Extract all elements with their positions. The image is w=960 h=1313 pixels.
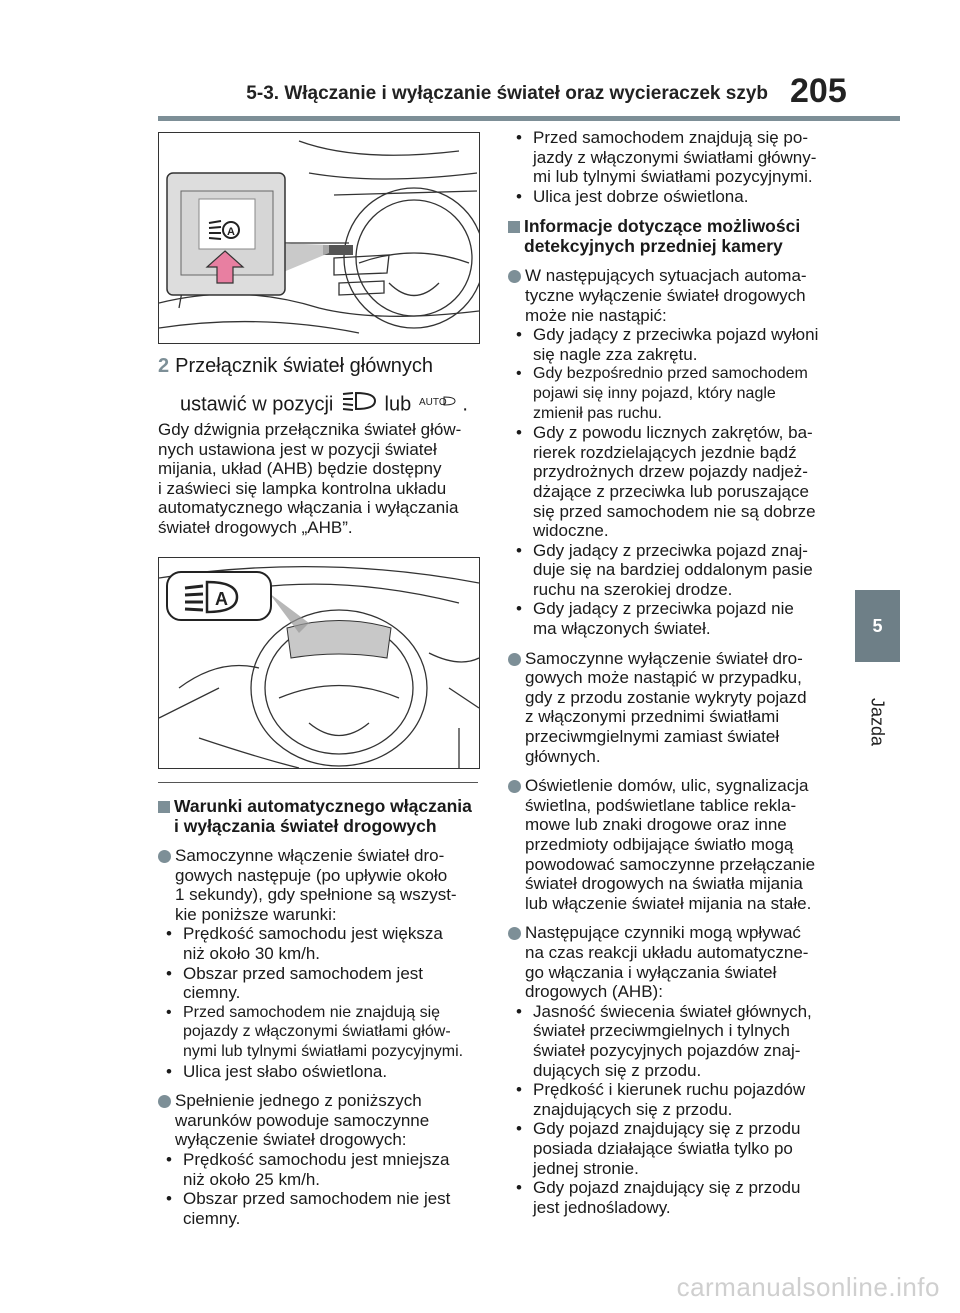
detection-item-1 — [508, 266, 848, 325]
list-item: • Gdy z powodu licznych zakrętów, ba- rierek rozdzielających jezdnie bądź przydrożnych drzew pojazdy nadjeż- dżające z przeciwka lub poruszające się przed samochodem nie są dobrze widoczne. — [508, 423, 848, 541]
text-line: głównych. — [525, 746, 601, 766]
text-line: gowych następuje (po upływie około — [175, 865, 448, 885]
heading-line: Informacje dotyczące możliwości — [524, 216, 801, 237]
list-item: • Gdy pojazd znajdujący się z przodu posiada działające światła tylko po jednej stronie. — [508, 1119, 848, 1178]
section-heading-auto-conditions — [158, 796, 488, 836]
instrument-cluster-drawing — [159, 558, 479, 768]
text-line: go włączania i wyłączania świateł — [525, 962, 777, 982]
list-item: • Ulica jest słabo oświetlona. — [158, 1062, 488, 1082]
list-item: • Gdy jadący z przeciwka pojazd wyłoni się nagle zza zakrętu. — [508, 325, 848, 364]
heading-line: Warunki automatycznego włączania — [174, 796, 472, 816]
page-number: 205 — [790, 72, 847, 110]
switch-off-conditions-list — [158, 1150, 488, 1228]
detection-situations-list — [508, 325, 848, 639]
text-line: gowych może nastąpić w przypadku, — [525, 668, 802, 688]
step-line-1: Przełącznik świateł głównych — [175, 355, 434, 377]
text-line: mowe lub znaki drogowe oraz inne — [525, 815, 787, 835]
svg-text:A: A — [215, 589, 228, 609]
text-line: świateł drogowych na światła mijania — [525, 874, 803, 894]
text-line: powodować samoczynne przełączanie — [525, 854, 816, 874]
text-line: może nie nastąpić: — [525, 305, 667, 325]
detection-item-2 — [508, 649, 848, 767]
list-item: • Gdy bezpośrednio przed samochodem pojawi się inny pojazd, który nagle zmienił pas ruchu. — [508, 364, 848, 423]
text-line: świetlna, podświetlane tablice rekla- — [525, 795, 797, 815]
text-line: nych ustawiona jest w pozycji świateł — [158, 439, 437, 459]
switch-off-conditions-continued — [508, 128, 848, 206]
condition-switch-off — [158, 1091, 488, 1150]
auto-position-icon — [417, 391, 457, 419]
headlight-switch-illustration — [158, 132, 480, 344]
watermark: carmanualsonline.info — [676, 1272, 940, 1302]
text-line: lub włączenie świateł mijania na stałe. — [525, 893, 812, 913]
section-heading-camera-detection — [508, 216, 848, 256]
svg-text:A: A — [227, 226, 235, 238]
chapter-label: Jazda — [867, 697, 888, 747]
text-line: Samoczynne włączenie świateł dro- — [175, 846, 445, 865]
switch-on-conditions-list — [158, 924, 488, 1081]
chapter-tab: 5 — [855, 590, 900, 662]
running-header-title: 5-3. Włączanie i wyłączanie świateł oraz wycieraczek szyb — [246, 83, 768, 104]
list-item: • Prędkość samochodu jest mniejsza niż około 25 km/h. — [158, 1150, 488, 1189]
text-line: tyczne wyłączenie świateł drogowych — [525, 285, 806, 305]
list-item: • Gdy jadący z przeciwka pojazd nie ma włączonych świateł. — [508, 599, 848, 638]
detection-item-4 — [508, 923, 848, 1001]
list-item: • Ulica jest dobrze oświetlona. — [508, 187, 848, 207]
ahb-indicator-illustration — [158, 557, 480, 769]
list-item: • Przed samochodem nie znajdują się pojazdy z włączonymi światłami głów- nymi lub tylnymi światłami pozycyjnymi. — [158, 1003, 488, 1062]
text-line: 1 sekundy), gdy spełnione są wszyst- — [175, 885, 457, 905]
list-item: • Przed samochodem znajdują się po- jazdy z włączonymi światłami główny- mi lub tylnymi światłami pozycyjnymi. — [508, 128, 848, 187]
right-column — [508, 128, 848, 1217]
text-line: z włączonymi przednimi światłami — [525, 707, 780, 727]
text-line: Spełnienie jednego z poniższych — [175, 1091, 422, 1111]
text-line: przeciwmgielnymi zamiast świateł — [525, 727, 780, 747]
text-line: przedmioty odbijające światło mogą — [525, 835, 794, 854]
step-2 — [158, 352, 488, 421]
intro-paragraph — [158, 420, 488, 538]
list-item: • Obszar przed samochodem jest ciemny. — [158, 964, 488, 1003]
dashboard-switch-drawing — [159, 133, 479, 343]
text-line: wyłączenie świateł drogowych: — [175, 1130, 407, 1150]
left-column-section-1 — [158, 796, 488, 1228]
text-line: Oświetlenie domów, ulic, sygnalizacja — [525, 776, 809, 796]
condition-switch-on — [158, 846, 488, 924]
text-line: i zaświeci się lampka kontrolna układu — [158, 478, 447, 498]
text-line: automatycznego włączania i wyłączania — [158, 498, 459, 518]
list-item: • Obszar przed samochodem nie jest ciemny. — [158, 1189, 488, 1228]
step-line-2-mid: lub — [384, 393, 412, 416]
list-item: • Gdy pojazd znajdujący się z przodu jest jednośladowy. — [508, 1178, 848, 1217]
text-line: mijania, układ (AHB) będzie dostępny — [158, 459, 442, 479]
text-line: kie poniższe warunki: — [175, 904, 337, 924]
svg-text:AUTO: AUTO — [418, 397, 447, 408]
text-line: drogowych (AHB): — [525, 982, 663, 1002]
detection-item-3 — [508, 776, 848, 913]
text-line: Gdy dźwignia przełącznika świateł głów- — [158, 420, 462, 439]
heading-line: i wyłączania świateł drogowych — [174, 816, 437, 836]
text-line: W następujących sytuacjach automa- — [525, 266, 807, 286]
list-item: • Gdy jadący z przeciwka pojazd znaj- duje się na bardziej oddalonym pasie ruchu na szerokiej drodze. — [508, 541, 848, 600]
text-line: warunków powoduje samoczynne — [175, 1110, 430, 1130]
text-line: Samoczynne wyłączenie świateł dro- — [525, 648, 803, 668]
text-line: świateł drogowych „AHB”. — [158, 517, 353, 537]
section-divider — [158, 782, 478, 783]
step-number: 2 — [158, 355, 170, 377]
step-line-2-prefix: ustawić w pozycji — [180, 393, 334, 416]
heading-line: detekcyjnych przedniej kamery — [524, 236, 783, 257]
step-line-2-suffix: . — [462, 393, 468, 416]
header-rule — [158, 116, 900, 121]
text-line: na czas reakcji układu automatyczne- — [525, 942, 809, 962]
low-beam-ahb-icon — [339, 389, 379, 421]
reaction-factors-list — [508, 1002, 848, 1218]
list-item: • Prędkość samochodu jest większa niż około 30 km/h. — [158, 924, 488, 963]
text-line: Następujące czynniki mogą wpływać — [525, 923, 801, 943]
text-line: gdy z przodu zostanie wykryty pojazd — [525, 687, 807, 707]
list-item: • Prędkość i kierunek ruchu pojazdów znajdujących się z przodu. — [508, 1080, 848, 1119]
list-item: • Jasność świecenia świateł głównych, świateł przeciwmgielnych i tylnych świateł pozycyjnych pojazdów znaj- dujących się z przodu. — [508, 1002, 848, 1080]
